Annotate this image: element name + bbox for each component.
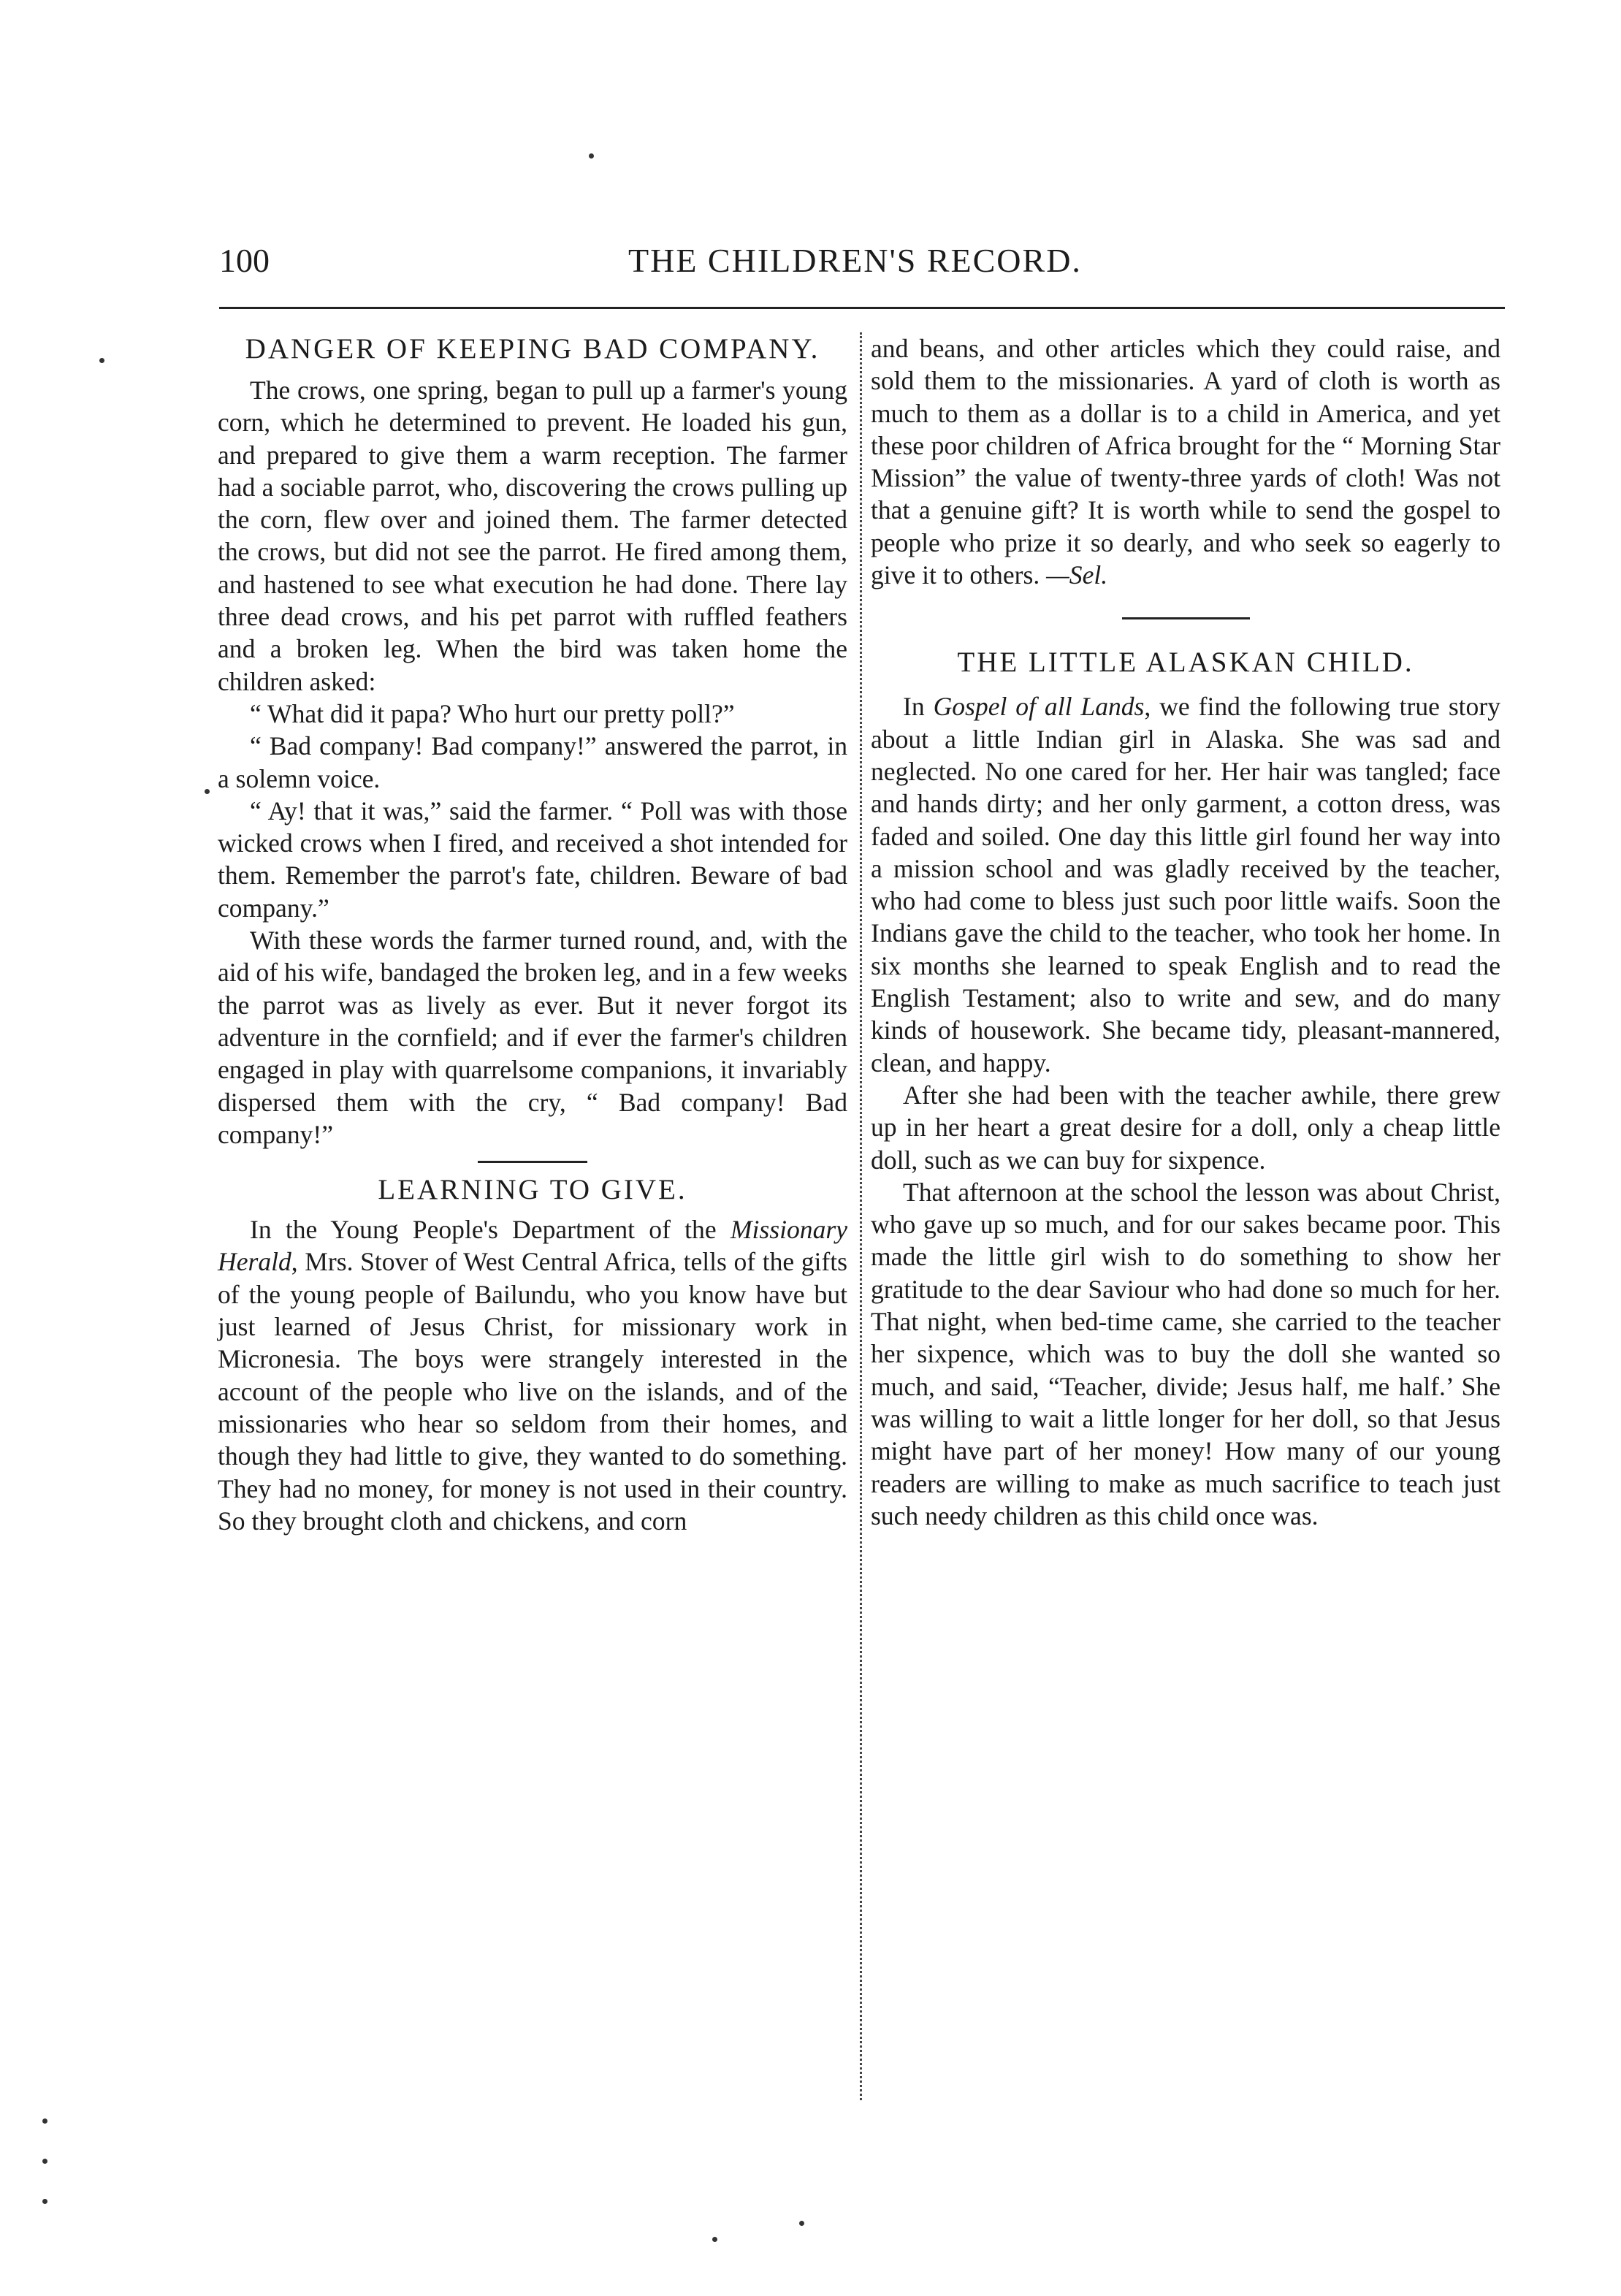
running-title: THE CHILDREN'S RECORD. <box>628 242 1082 279</box>
ink-speck <box>42 2159 47 2164</box>
left-column <box>218 332 847 1537</box>
page-header <box>219 241 1417 292</box>
article-title-alaskan: THE LITTLE ALASKAN CHILD. <box>957 647 1414 679</box>
article-title-learning: LEARNING TO GIVE. <box>378 1174 687 1206</box>
page-number: 100 <box>219 242 270 279</box>
paragraph: “ What did it papa? Who hurt our pretty poll?” <box>250 698 735 728</box>
paragraph: The crows, one spring, began to pull up a farmer's young corn, which he determined to prevent. He loaded his gun, and prepared to give them a warm reception. The farmer had a sociable parrot, who, discovering the crows pulling up the corn, flew over and joined them. The farmer detected the crows, but did not see the parrot. He fired among them, and hastened to see what execution he had done. There lay three dead crows, and his pet parrot with ruffled feathers and a broken leg. When the bird was taken home the children asked: <box>218 375 847 696</box>
ink-speck <box>205 789 210 794</box>
magazine-name: Missionary Herald <box>218 1215 847 1277</box>
paragraph: After she had been with the teacher awhile, there grew up in her heart a great desire for a doll, only a cheap little doll, such as we can buy for sixpence. <box>871 1080 1500 1175</box>
paragraph: “ Bad company! Bad company!” answered the parrot, in a solemn voice. <box>218 731 847 793</box>
ink-speck <box>589 153 594 159</box>
ink-speck <box>99 358 104 363</box>
ink-speck <box>42 2199 47 2204</box>
right-column <box>871 332 1500 1532</box>
paragraph: “ Ay! that it was,” said the farmer. “ Poll was with those wicked crows when I fired, and received a shot intended for them. Remember the parrot's fate, children. Beware of bad company.” <box>218 796 847 923</box>
paragraph: That afternoon at the school the lesson was about Christ, who gave up so much, and for our sakes became poor. This made the little girl wish to do something to show her gratitude to the dear Saviour who had done so much for her. That night, when bed-time came, she carried to the teacher her sixpence, which was to buy the doll she wanted so much, and said, “Teacher, divide; Jesus half, me half.’ She was willing to wait a little longer for her doll, so that Jesus might have part of her money! How many of our young readers are willing to make as much sacrifice to teach just such needy children as this child once was. <box>871 1177 1500 1530</box>
paragraph: and beans, and other articles which they could raise, and sold them to the missionaries. A yard of cloth is worth as much to them as a dollar is to a child in America, and yet these poor children of Africa brought for the “ Morning Star Mission” the value of twenty-three yards of cloth! Was not that a genuine gift? It is worth while to send the gospel to people who prize it so dearly, and who seek so eagerly to give it to others. —Sel. <box>871 334 1500 590</box>
header-rule <box>219 307 1505 309</box>
source-credit: —Sel. <box>1046 560 1108 590</box>
source-name: Gospel of all Lands <box>933 692 1145 722</box>
paragraph: In Gospel of all Lands, we find the following true story about a little Indian girl in Alaska. She was sad and neglected. No one cared for her. Her hair was tangled; face and hands dirty; and her only garment, a cotton dress, was faded and soiled. One day this little girl found her way into a mission school and was gladly received by the teacher, who had come to bless just such poor little waifs. Soon the Indians gave the child to the teacher, who took her home. In six months she learned to speak English and to read the English Testament; also to write and sew, and do many kinds of housework. She became tidy, pleasant-mannered, clean, and happy. <box>871 692 1500 1078</box>
section-rule <box>1122 617 1250 619</box>
ink-speck <box>42 2118 47 2124</box>
section-rule <box>478 1161 587 1163</box>
ink-speck <box>799 2221 804 2226</box>
column-divider <box>860 332 862 2100</box>
article-title-danger: DANGER OF KEEPING BAD COMPANY. <box>245 333 820 365</box>
ink-speck <box>712 2237 717 2242</box>
paragraph: With these words the farmer turned round, and, with the aid of his wife, bandaged the broken leg, and in a few weeks the parrot was as lively as ever. But it never forgot its adventure in the cornfield; and if ever the farmer's children engaged in play with quarrelsome companions, it invariably dispersed them with the cry, “ Bad company! Bad company!” <box>218 926 847 1149</box>
paragraph: In the Young People's Department of the Missionary Herald, Mrs. Stover of West Central Africa, tells of the gifts of the young people of Bailundu, who you know have but just learned of Jesus Christ, for missionary work in Micronesia. The boys were strangely interested in the account of the people who live on the islands, and of the missionaries who hear so seldom from their homes, and though they had little to give, they wanted to do something. They had no money, for money is not used in their country. So they brought cloth and chickens, and corn <box>218 1215 847 1536</box>
